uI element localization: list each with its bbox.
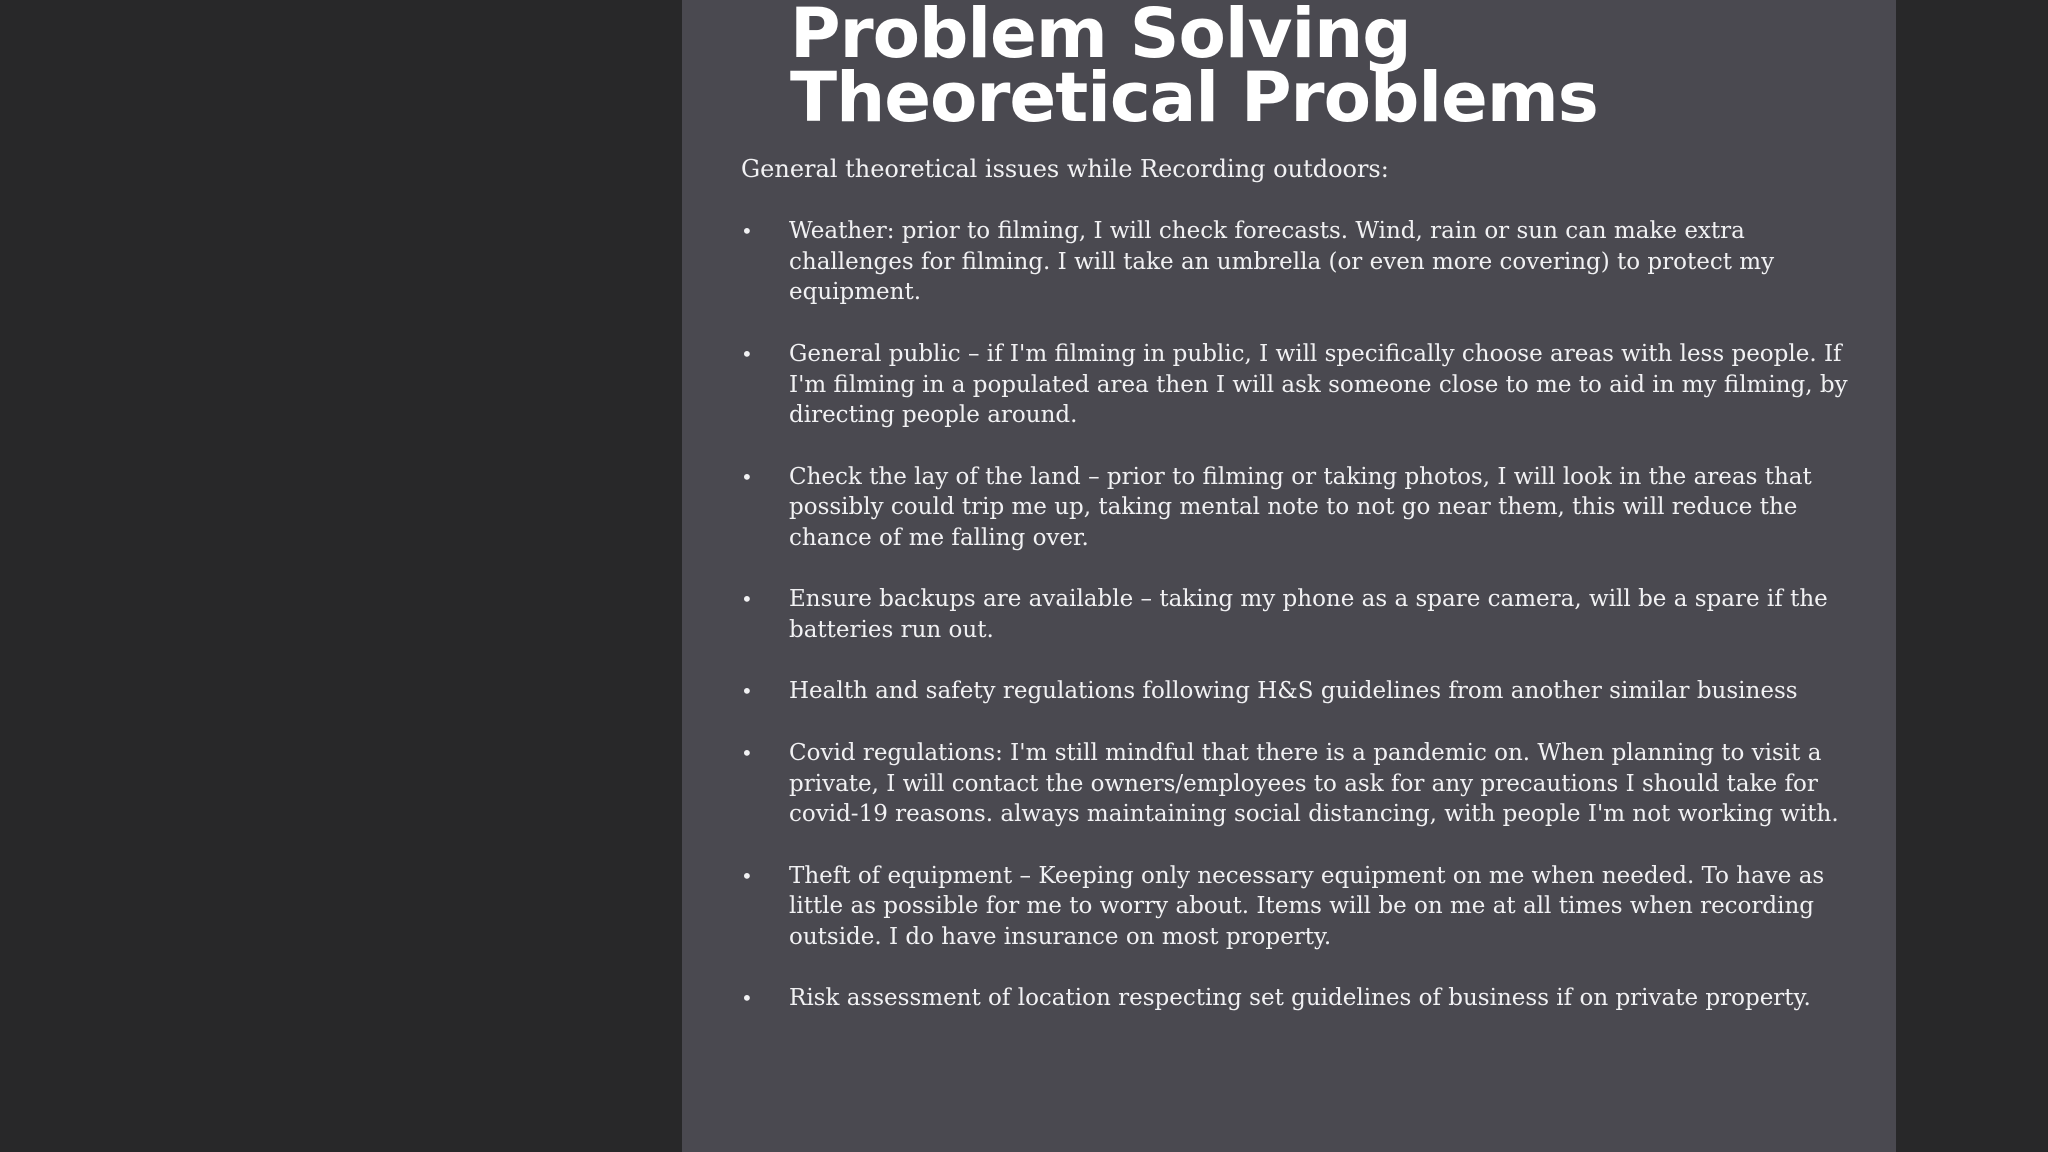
bullet-icon: • [741, 464, 753, 489]
list-item [741, 216, 1861, 308]
slide-intro: General theoretical issues while Recording outdoors: [741, 155, 1389, 183]
bullet-text: Check the lay of the land – prior to filming or taking photos, I will look in the areas that possibly could trip me up, taking mental note to not go near them, this will reduce the chance of me falling over. [789, 463, 1812, 551]
list-item [741, 339, 1861, 431]
list-item [741, 462, 1861, 554]
bullet-text: Ensure backups are available – taking my phone as a spare camera, will be a spare if the batteries run out. [789, 586, 1828, 644]
slide-title-line-1: Problem Solving [790, 0, 1411, 74]
bullet-icon: • [741, 986, 753, 1011]
bullet-text: Theft of equipment – Keeping only necessary equipment on me when needed. To have as little as possible for me to worry about. Items will be on me at all times when recording outside. I do have insurance on most property. [789, 862, 1825, 951]
bullet-text: Covid regulations: I'm still mindful that there is a pandemic on. When planning to visit a private, I will contact the owners/employees to ask for any precautions I should take for covid-19 reasons. always maintaining social distancing, with people I'm not working with. [789, 739, 1839, 828]
bullet-icon: • [741, 679, 753, 704]
list-item [741, 584, 1861, 645]
list-item [741, 738, 1861, 830]
bullet-list [741, 216, 1861, 1045]
slide [682, 0, 1896, 1152]
bullet-icon: • [741, 587, 753, 612]
slide-title-line-2: Theoretical Problems [790, 58, 1598, 138]
bullet-icon: • [741, 341, 753, 366]
bullet-text: Weather: prior to filming, I will check forecasts. Wind, rain or sun can make extra challenges for filming. I will take an umbrella (or even more covering) to protect my equipment. [789, 218, 1775, 306]
bullet-text: Risk assessment of location respecting set guidelines of business if on private property. [789, 985, 1811, 1012]
bullet-icon: • [741, 863, 753, 888]
bullet-text: General public – if I'm filming in public, I will specifically choose areas with less people. If I'm filming in a populated area then I will ask someone close to me to aid in my filming, by directing people around. [789, 340, 1848, 429]
list-item [741, 676, 1861, 707]
bullet-icon: • [741, 740, 753, 765]
slide-title [790, 0, 1598, 138]
list-item [741, 861, 1861, 953]
list-item [741, 983, 1861, 1014]
bullet-text: Health and safety regulations following H&S guidelines from another similar business [789, 678, 1798, 705]
bullet-icon: • [741, 219, 753, 243]
